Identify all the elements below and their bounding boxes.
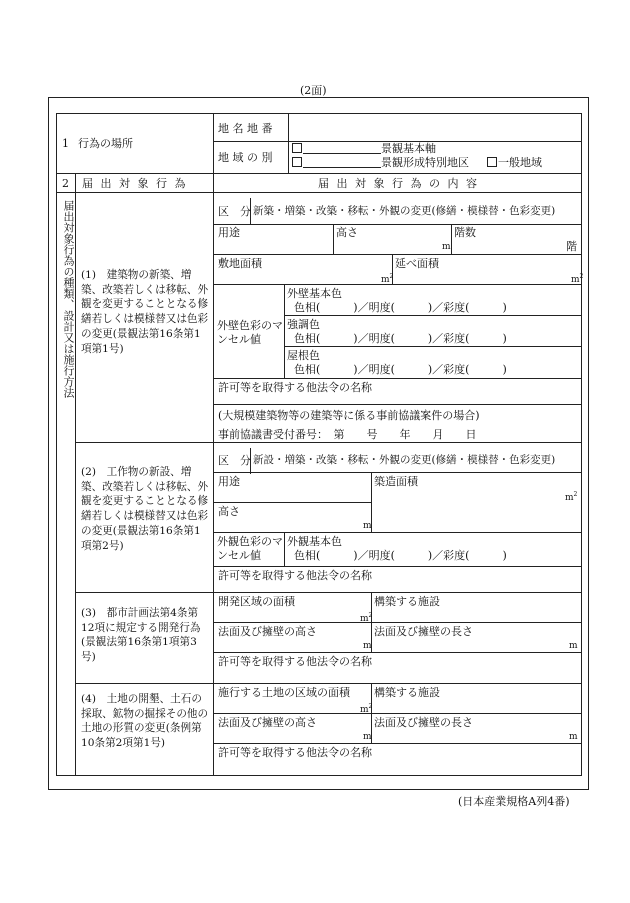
- item1-use[interactable]: 用途: [218, 226, 240, 239]
- content-header: 届 出 対 象 行 為 の 内 容: [318, 177, 479, 190]
- item3-slope-length[interactable]: 法面及び擁壁の長さ: [374, 625, 473, 638]
- item2-height[interactable]: 高さ: [218, 505, 240, 518]
- item4-permits[interactable]: 許可等を取得する他法令の名称: [218, 746, 372, 759]
- item3-slope-height[interactable]: 法面及び擁壁の高さ: [218, 625, 317, 638]
- item2-kubun: 区 分: [218, 454, 251, 467]
- item1-site-area-unit: $m^2$: [381, 273, 394, 285]
- checkbox[interactable]: [292, 143, 302, 153]
- section1-title: 行為の場所: [78, 137, 133, 150]
- item3-slope-length-unit: m: [569, 641, 578, 651]
- item1-roof: 屋根色: [287, 349, 320, 362]
- item1-munsell-label: 外壁色彩のマンセル値: [217, 319, 283, 346]
- item3-slope-height-unit: m: [363, 641, 372, 651]
- item1-floors[interactable]: 階数: [454, 226, 476, 239]
- item4-slope-length-unit: m: [569, 732, 578, 742]
- item4-facility[interactable]: 構築する施設: [374, 686, 440, 699]
- section1-number: 1: [62, 137, 69, 150]
- item1-site-area[interactable]: 敷地面積: [218, 257, 262, 270]
- item1-height[interactable]: 高さ: [336, 226, 358, 239]
- item2-build-area-unit: $m^2$: [565, 491, 578, 503]
- item4-slope-height[interactable]: 法面及び擁壁の高さ: [218, 716, 317, 729]
- item1-total-area[interactable]: 延べ面積: [395, 257, 439, 270]
- item1-permits[interactable]: 許可等を取得する他法令の名称: [218, 381, 372, 394]
- item2-munsell-label: 外観色彩のマンセル値: [217, 535, 283, 562]
- item4-slope-length[interactable]: 法面及び擁壁の長さ: [374, 716, 473, 729]
- checkbox[interactable]: [487, 157, 497, 167]
- item3-facility[interactable]: 構築する施設: [374, 595, 440, 608]
- item1-kubun-value: 新築・増築・改築・移転・外観の変更(修繕・模様替・色彩変更): [253, 205, 556, 217]
- option-special[interactable]: 景観形成特別地区: [292, 156, 469, 169]
- item1-label: (1) 建築物の新築、増築、改築若しくは移転、外観を変更することとなる修繕若しくは模様替又は色彩の変更(景観法第16条第1項第1号): [81, 269, 209, 355]
- item1-accent-hue[interactable]: 色相( )／明度( )／彩度( ): [294, 332, 507, 345]
- option-axis[interactable]: 景観基本軸: [292, 142, 572, 156]
- section2-number: 2: [62, 177, 69, 190]
- item4-area-unit: $m^2$: [360, 703, 373, 715]
- item2-use[interactable]: 用途: [218, 475, 240, 488]
- item2-permits[interactable]: 許可等を取得する他法令の名称: [218, 569, 372, 582]
- option-general[interactable]: 一般地域: [487, 156, 542, 169]
- lot-label: 地 名 地 番: [218, 122, 273, 135]
- area-options: [292, 142, 572, 172]
- item2-label: (2) 工作物の新設、増築、改築若しくは移転、外観を変更することとなる修繕若しくは模様替又は色彩の変更(景観法第16条第1項第2号): [81, 466, 209, 552]
- item1-consult-no[interactable]: 事前協議書受付番号： 第 号 年 月 日: [218, 428, 477, 441]
- item1-wall-base: 外壁基本色: [287, 287, 342, 300]
- item4-area[interactable]: 施行する土地の区域の面積: [218, 686, 350, 699]
- item1-roof-hue[interactable]: 色相( )／明度( )／彩度( ): [294, 363, 507, 376]
- item4-slope-height-unit: m: [363, 732, 372, 742]
- item2-exterior-hue[interactable]: 色相( )／明度( )／彩度( ): [294, 549, 507, 562]
- item4-label: (4) 土地の開墾、土石の採取、鉱物の掘採その他の土地の形質の変更(条例第10条第2項第1号): [81, 693, 209, 750]
- item1-accent: 強調色: [287, 318, 320, 331]
- item1-total-area-unit: $m^2$: [571, 273, 584, 285]
- item3-dev-area-unit: $m^2$: [360, 612, 373, 624]
- item1-floors-unit: 階: [566, 240, 577, 253]
- checkbox[interactable]: [292, 157, 302, 167]
- item1-wall-base-hue[interactable]: 色相( )／明度( )／彩度( ): [294, 301, 507, 314]
- item3-permits[interactable]: 許可等を取得する他法令の名称: [218, 655, 372, 668]
- item2-kubun-value: 新設・増築・改築・移転・外観の変更(修繕・模様替・色彩変更): [253, 454, 556, 466]
- item3-label: (3) 都市計画法第4条第12項に規定する開発行為(景観法第16条第1項第3号): [81, 607, 201, 664]
- item1-height-unit: m: [442, 242, 451, 252]
- side-title: 届出対象行為の種類、設計又は施行方法: [62, 200, 75, 398]
- item2-exterior-base: 外観基本色: [287, 535, 342, 548]
- item2-build-area[interactable]: 築造面積: [374, 475, 418, 488]
- target-header: 届 出 対 象 行 為: [82, 177, 188, 190]
- item1-kubun: 区 分: [218, 205, 251, 218]
- footer-note: (日本産業規格A列4番): [458, 795, 570, 808]
- item1-large-case: (大規模建築物等の建築等に係る事前協議案件の場合): [218, 409, 480, 422]
- item2-height-unit: m: [363, 521, 372, 531]
- page-label: (2面): [300, 84, 327, 97]
- area-label: 地 域 の 別: [218, 151, 273, 164]
- item3-dev-area[interactable]: 開発区域の面積: [218, 595, 295, 608]
